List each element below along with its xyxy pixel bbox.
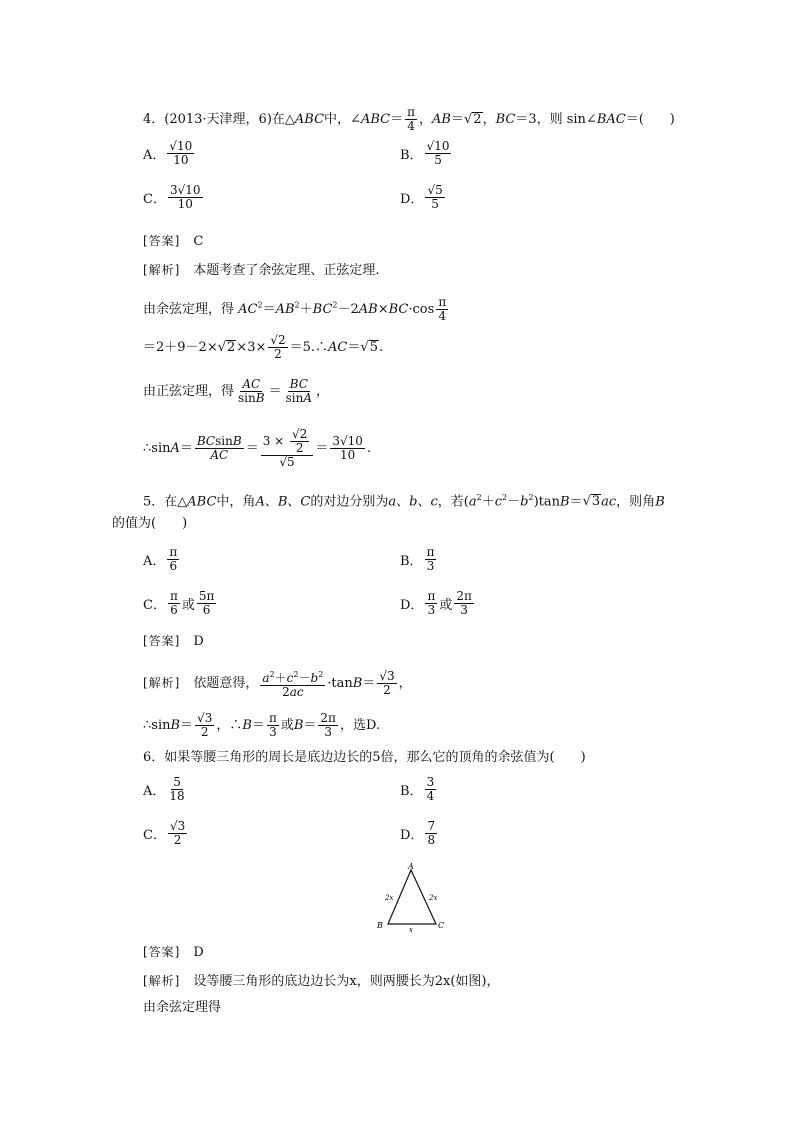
q4-answer: [答案] C [143, 234, 204, 249]
right-side-label: 2x [429, 894, 438, 902]
q4-analysis: [解析] 本题考查了余弦定理、正弦定理. [143, 263, 380, 278]
q4-stem: 4．(2013·天津理，6)在△ABC中，∠ABC＝ $\frac{\pi}{4}$ ，AB＝ √ 2 ，BC＝3，则 sin∠BAC＝( ) [143, 105, 675, 133]
left-side-label: 2x [385, 894, 394, 902]
q6-stem: 6．如果等腰三角形的周长是底边边长的5倍，那么它的顶角的余弦值为( ) [143, 750, 586, 765]
q5-stem-line1: 5．在△ABC中，角A、B、C的对边分别为a、b、c，若$(a^2+c^2-b^2)\tan B=$ √ 3 ac，则角B [143, 493, 665, 510]
base-label: x [409, 926, 413, 934]
q5-line1: ∴sinB＝ $\frac{√3}{2}$ ，∴B＝ $\frac{\pi}{3}$ 或B＝ $\frac{2\pi}{3}$ ，选D. [143, 711, 381, 739]
q6-option-d[interactable]: D． $\frac{7}{8}$ [400, 819, 436, 847]
q5-option-a[interactable]: A． $\frac{\pi}{6}$ [143, 545, 178, 573]
q5-answer: [答案] D [143, 634, 204, 649]
vertex-c-label: C [438, 921, 445, 930]
pi-over-4: $\frac{\pi}{4}$ [407, 105, 415, 133]
q4-line4: ∴sinA＝ $\frac{BCsinB}{AC}$ ＝ 3 × $\frac{√2}{2}$ √5 ＝ $\frac{3√10}{10}$ . [143, 427, 372, 469]
q6-analysis: [解析] 设等腰三角形的底边边长为x，则两腰长为2x(如图)， [143, 974, 500, 989]
q4-line1: 由余弦定理，得 $AC^2=AB^2+BC^2-2AB\times BC\cdot\cos$ $\frac{\pi}{4}$ [143, 295, 447, 323]
q4-option-d[interactable]: D． $\frac{√5}{5}$ [400, 183, 443, 211]
q6-line1: 由余弦定理得 [143, 1000, 222, 1015]
q4-option-a[interactable]: A． $\frac{√10}{10}$ [143, 139, 193, 167]
q4-option-c[interactable]: C． $\frac{3√10}{10}$ [143, 183, 201, 211]
q5-stem-line2: 的值为( ) [112, 516, 188, 531]
isosceles-triangle-figure [374, 862, 448, 934]
q5-analysis: [解析] 依题意得， $\frac{a^2+c^2-b^2}{2ac}$ ·tanB＝ $\frac{√3}{2}$ ， [143, 669, 412, 699]
q4-line3: 由正弦定理，得 $\frac{AC}{\sin B}$ ＝ $\frac{BC}{\sin A}$ ， [143, 377, 330, 405]
q6-option-b[interactable]: B． $\frac{3}{4}$ [400, 775, 435, 803]
vertex-b-label: B [377, 921, 383, 930]
vertex-a-label: A [408, 862, 414, 871]
q5-option-d[interactable]: D． $\frac{\pi}{3}$ 或 $\frac{2\pi}{3}$ [400, 589, 472, 617]
q4-option-b[interactable]: B． $\frac{√10}{5}$ [400, 139, 450, 167]
q6-option-a[interactable]: A． $\frac{5}{18}$ [143, 775, 185, 803]
q6-option-c[interactable]: C． $\frac{√3}{2}$ [143, 819, 186, 847]
q5-option-b[interactable]: B． $\frac{\pi}{3}$ [400, 545, 435, 573]
q5-option-c[interactable]: C． $\frac{\pi}{6}$ 或 $\frac{5\pi}{6}$ [143, 589, 215, 617]
q6-answer: [答案] D [143, 945, 204, 960]
q4-line2: ＝2＋9－2× √ 2 ×3× $\frac{√2}{2}$ ＝5.∴AC＝ √ 5 . [143, 333, 384, 361]
